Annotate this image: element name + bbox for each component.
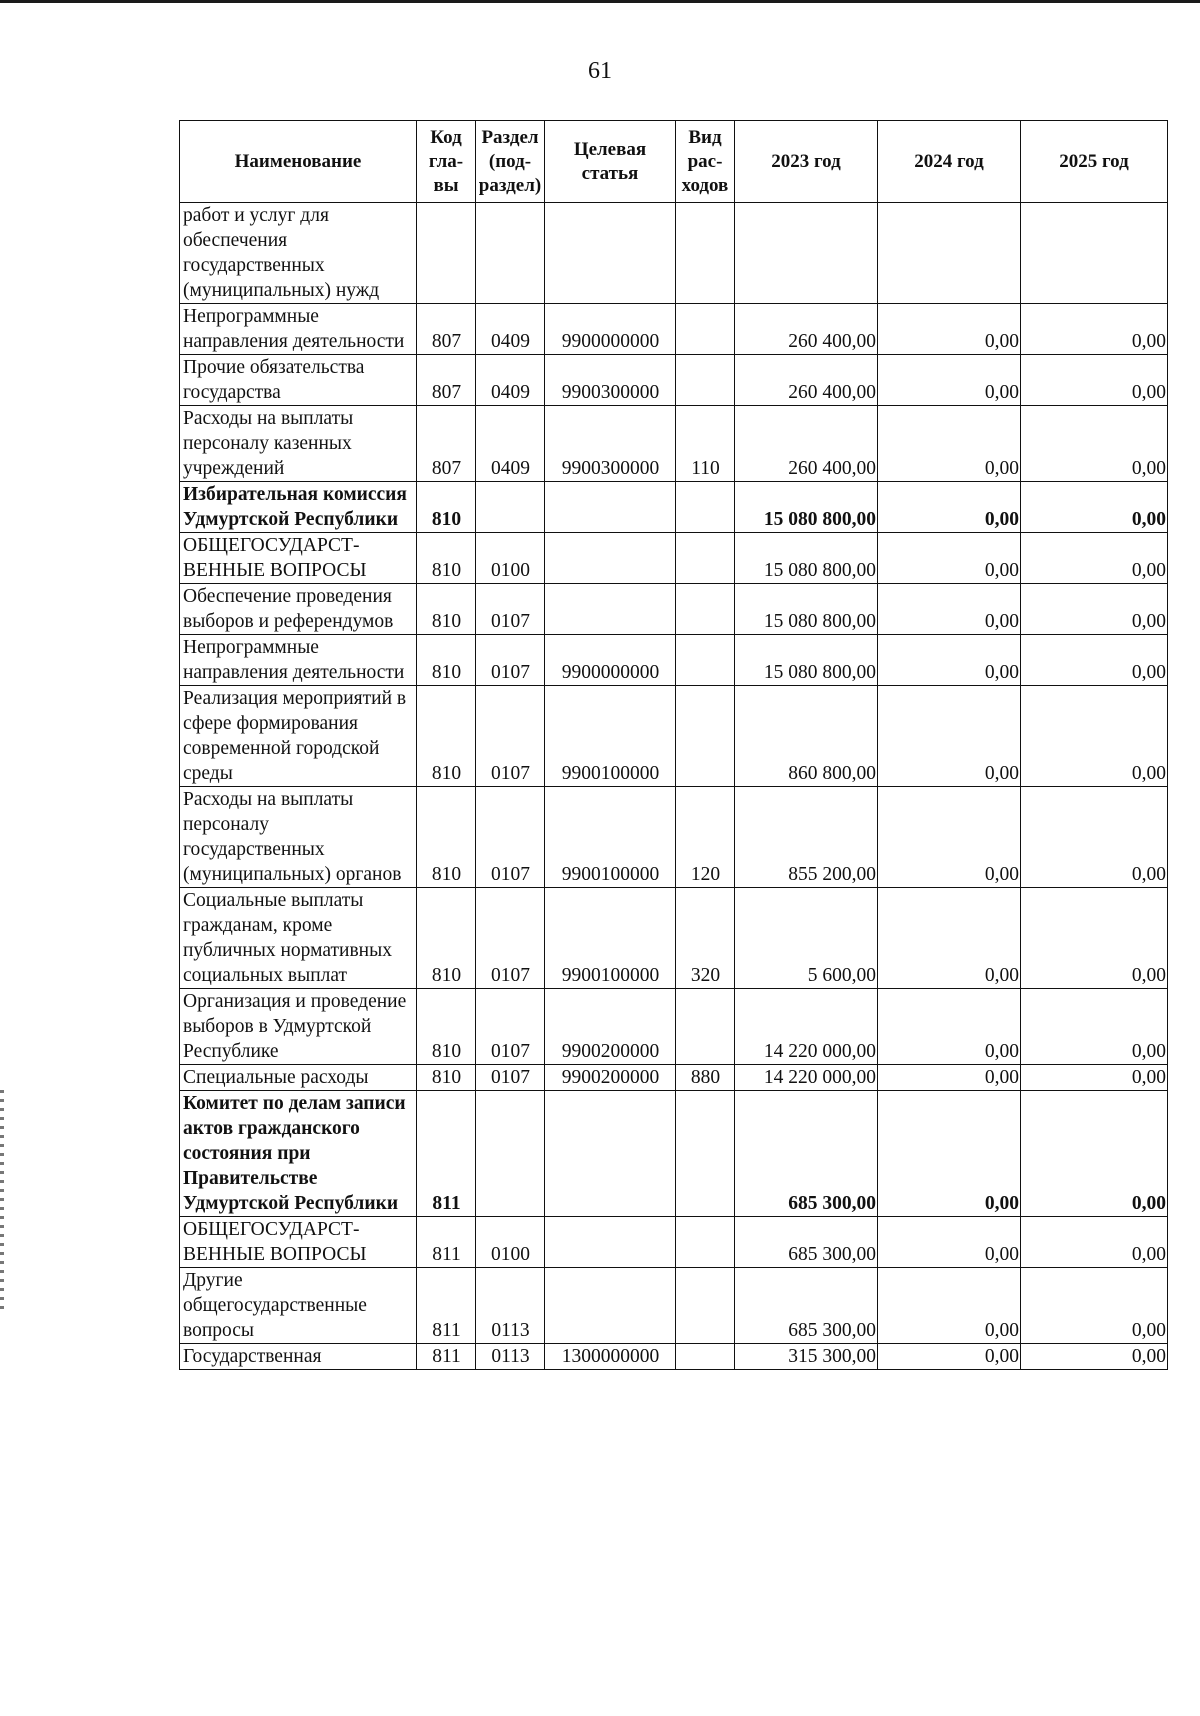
header-section: Раздел (под-раздел) [476,121,545,203]
cell-expense-kind [676,482,735,533]
table-row [180,1268,1168,1344]
cell-chapter-code: 810 [417,635,476,686]
cell-target-article: 9900100000 [545,888,676,989]
cell-target-article: 9900100000 [545,686,676,787]
cell-name: Социальные выплаты гражданам, кроме публичных нормативных социальных выплат [180,888,417,989]
cell-2025: 0,00 [1021,304,1168,355]
cell-chapter-code: 811 [417,1091,476,1217]
cell-2025: 0,00 [1021,686,1168,787]
cell-target-article [545,584,676,635]
cell-2023: 855 200,00 [735,787,878,888]
cell-target-article: 9900200000 [545,989,676,1065]
cell-name: Непрограммные направления деятельности [180,304,417,355]
header-expense-kind: Вид рас-ходов [676,121,735,203]
cell-2024 [878,203,1021,304]
cell-chapter-code: 807 [417,406,476,482]
cell-2025: 0,00 [1021,584,1168,635]
cell-2025: 0,00 [1021,533,1168,584]
cell-chapter-code: 810 [417,533,476,584]
cell-target-article: 9900000000 [545,635,676,686]
table-row [180,888,1168,989]
page-number: 61 [588,58,612,84]
cell-target-article [545,1217,676,1268]
cell-target-article [545,533,676,584]
cell-2023: 15 080 800,00 [735,584,878,635]
cell-chapter-code: 811 [417,1344,476,1370]
cell-section [476,1091,545,1217]
cell-2023: 14 220 000,00 [735,989,878,1065]
cell-expense-kind [676,686,735,787]
cell-target-article [545,1091,676,1217]
cell-2025: 0,00 [1021,1065,1168,1091]
cell-2025: 0,00 [1021,787,1168,888]
cell-2025: 0,00 [1021,1091,1168,1217]
cell-2023: 685 300,00 [735,1091,878,1217]
table-row [180,203,1168,304]
cell-2023: 685 300,00 [735,1217,878,1268]
cell-section [476,482,545,533]
table-body [180,203,1168,1370]
cell-2023: 260 400,00 [735,355,878,406]
cell-name: Другие общегосударственные вопросы [180,1268,417,1344]
cell-section: 0107 [476,787,545,888]
cell-2025: 0,00 [1021,482,1168,533]
cell-expense-kind [676,584,735,635]
table-row [180,304,1168,355]
cell-chapter-code: 810 [417,686,476,787]
cell-section: 0113 [476,1344,545,1370]
cell-expense-kind [676,989,735,1065]
table-header-row [180,121,1168,203]
page-top-edge [0,0,1200,3]
cell-name: Расходы на выплаты персоналу казенных учреждений [180,406,417,482]
cell-section: 0107 [476,584,545,635]
table-row [180,635,1168,686]
cell-expense-kind: 120 [676,787,735,888]
table-row [180,533,1168,584]
cell-2024: 0,00 [878,304,1021,355]
cell-2024: 0,00 [878,533,1021,584]
cell-target-article: 9900300000 [545,406,676,482]
cell-name: ОБЩЕГОСУДАРСТ-ВЕННЫЕ ВОПРОСЫ [180,1217,417,1268]
cell-name: Комитет по делам записи актов гражданского состояния при Правительстве Удмуртской Республики [180,1091,417,1217]
table-row [180,1091,1168,1217]
cell-chapter-code: 810 [417,584,476,635]
cell-section: 0107 [476,1065,545,1091]
cell-expense-kind: 320 [676,888,735,989]
cell-chapter-code: 810 [417,482,476,533]
cell-target-article: 9900100000 [545,787,676,888]
cell-2024: 0,00 [878,1268,1021,1344]
cell-section: 0100 [476,1217,545,1268]
budget-table [179,120,1168,1370]
header-chapter-code: Код гла-вы [417,121,476,203]
table-row [180,989,1168,1065]
cell-expense-kind: 880 [676,1065,735,1091]
cell-2024: 0,00 [878,406,1021,482]
cell-2025 [1021,203,1168,304]
cell-2023 [735,203,878,304]
scan-margin-marks [0,1090,4,1310]
cell-chapter-code: 807 [417,304,476,355]
cell-name: Прочие обязательства государства [180,355,417,406]
cell-expense-kind [676,635,735,686]
cell-2025: 0,00 [1021,635,1168,686]
table-row [180,1065,1168,1091]
cell-2023: 685 300,00 [735,1268,878,1344]
cell-section: 0107 [476,989,545,1065]
cell-name: работ и услуг для обеспечения государственных (муниципальных) нужд [180,203,417,304]
cell-2023: 315 300,00 [735,1344,878,1370]
cell-chapter-code: 810 [417,787,476,888]
cell-2024: 0,00 [878,635,1021,686]
cell-2024: 0,00 [878,1217,1021,1268]
header-name: Наименование [180,121,417,203]
cell-section: 0100 [476,533,545,584]
table-row [180,406,1168,482]
cell-2024: 0,00 [878,989,1021,1065]
cell-section: 0107 [476,888,545,989]
cell-2023: 5 600,00 [735,888,878,989]
cell-section: 0409 [476,304,545,355]
cell-name: Реализация мероприятий в сфере формирования современной городской среды [180,686,417,787]
cell-expense-kind [676,1091,735,1217]
cell-chapter-code: 807 [417,355,476,406]
cell-2025: 0,00 [1021,406,1168,482]
cell-2023: 15 080 800,00 [735,482,878,533]
cell-name: ОБЩЕГОСУДАРСТ-ВЕННЫЕ ВОПРОСЫ [180,533,417,584]
cell-name: Избирательная комиссия Удмуртской Республики [180,482,417,533]
cell-2024: 0,00 [878,584,1021,635]
table-row [180,1217,1168,1268]
cell-2023: 15 080 800,00 [735,635,878,686]
cell-expense-kind [676,533,735,584]
cell-2024: 0,00 [878,1344,1021,1370]
cell-2023: 15 080 800,00 [735,533,878,584]
cell-name: Непрограммные направления деятельности [180,635,417,686]
cell-expense-kind [676,355,735,406]
cell-expense-kind [676,1217,735,1268]
cell-2025: 0,00 [1021,1344,1168,1370]
cell-2025: 0,00 [1021,888,1168,989]
cell-chapter-code: 810 [417,888,476,989]
cell-target-article [545,1268,676,1344]
cell-chapter-code [417,203,476,304]
cell-2024: 0,00 [878,787,1021,888]
cell-2023: 860 800,00 [735,686,878,787]
table-row [180,355,1168,406]
cell-target-article: 9900300000 [545,355,676,406]
cell-target-article [545,203,676,304]
cell-chapter-code: 810 [417,989,476,1065]
cell-target-article: 9900200000 [545,1065,676,1091]
cell-2023: 14 220 000,00 [735,1065,878,1091]
table-row [180,1344,1168,1370]
cell-name: Обеспечение проведения выборов и референдумов [180,584,417,635]
table-row [180,787,1168,888]
table-row [180,482,1168,533]
cell-expense-kind [676,203,735,304]
cell-name: Организация и проведение выборов в Удмуртской Республике [180,989,417,1065]
cell-section: 0409 [476,406,545,482]
cell-2023: 260 400,00 [735,406,878,482]
cell-target-article: 1300000000 [545,1344,676,1370]
table-row [180,584,1168,635]
cell-expense-kind [676,1344,735,1370]
cell-section: 0107 [476,686,545,787]
table-row [180,686,1168,787]
cell-2024: 0,00 [878,1091,1021,1217]
cell-chapter-code: 810 [417,1065,476,1091]
header-2024: 2024 год [878,121,1021,203]
cell-2025: 0,00 [1021,1217,1168,1268]
cell-section: 0113 [476,1268,545,1344]
cell-target-article [545,482,676,533]
header-target-article: Целевая статья [545,121,676,203]
cell-expense-kind: 110 [676,406,735,482]
cell-name: Государственная [180,1344,417,1370]
header-2023: 2023 год [735,121,878,203]
cell-expense-kind [676,1268,735,1344]
cell-name: Специальные расходы [180,1065,417,1091]
cell-2025: 0,00 [1021,355,1168,406]
cell-name: Расходы на выплаты персоналу государственных (муниципальных) органов [180,787,417,888]
cell-2024: 0,00 [878,355,1021,406]
cell-chapter-code: 811 [417,1268,476,1344]
cell-section: 0409 [476,355,545,406]
cell-2024: 0,00 [878,482,1021,533]
cell-section: 0107 [476,635,545,686]
cell-2024: 0,00 [878,888,1021,989]
cell-expense-kind [676,304,735,355]
cell-2024: 0,00 [878,1065,1021,1091]
header-2025: 2025 год [1021,121,1168,203]
cell-2023: 260 400,00 [735,304,878,355]
cell-2024: 0,00 [878,686,1021,787]
cell-chapter-code: 811 [417,1217,476,1268]
cell-target-article: 9900000000 [545,304,676,355]
cell-2025: 0,00 [1021,1268,1168,1344]
cell-section [476,203,545,304]
cell-2025: 0,00 [1021,989,1168,1065]
